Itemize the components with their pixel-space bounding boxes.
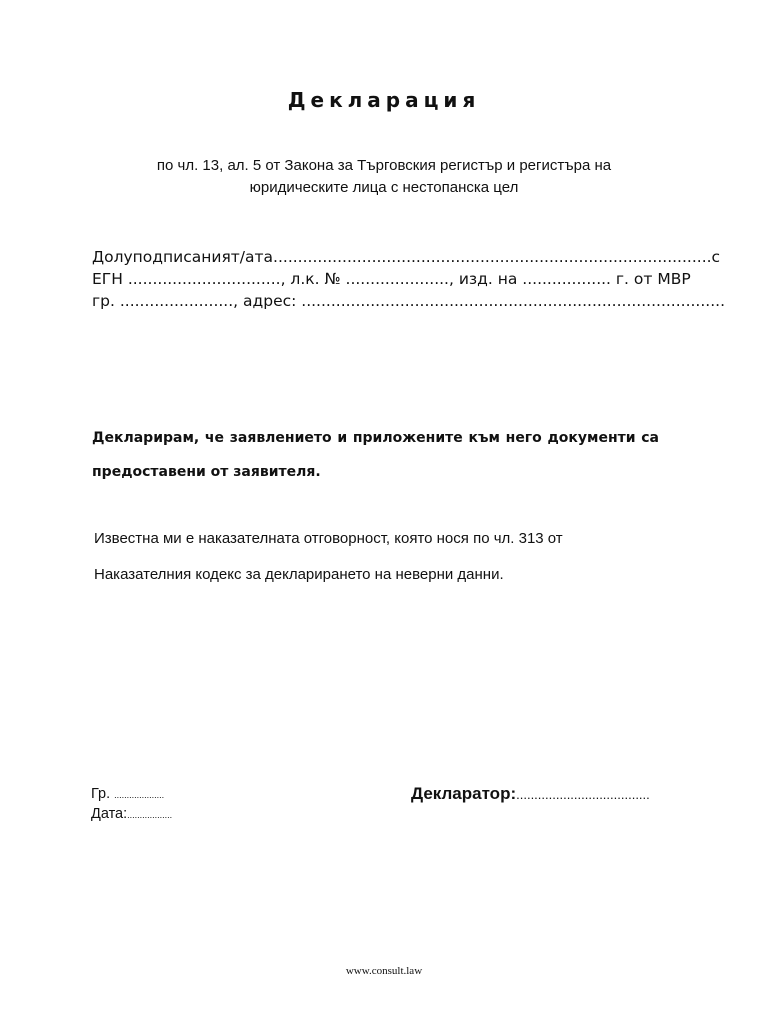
date-dots: .................. bbox=[127, 810, 173, 820]
declarator-dots: ..................................... bbox=[516, 787, 650, 802]
date-label: Дата: bbox=[91, 806, 128, 822]
document-title: Декларация bbox=[287, 88, 481, 112]
subtitle-line-1: по чл. 13, ал. 5 от Закона за Търговския регистър и регистъра на bbox=[156, 157, 612, 174]
city-label: Гр. bbox=[91, 786, 111, 802]
declaration-line-2: предоставени от заявителя. bbox=[92, 464, 321, 480]
city-field bbox=[91, 786, 164, 802]
declarant-id-line: ЕГН ..............................., л.к. № ....................., изд. на .................. г. от МВР bbox=[92, 270, 691, 288]
declarant-name-line: Долуподписаният/ата.........................................................................................с bbox=[92, 248, 721, 266]
declarator-field bbox=[411, 784, 650, 804]
declarator-label: Декларатор: bbox=[411, 784, 517, 803]
declarant-address-line: гр. ......................., адрес: ...................................................................................... bbox=[92, 292, 725, 310]
subtitle-line-2: юридическите лица с нестопанска цел bbox=[249, 179, 519, 196]
responsibility-line-1: Известна ми е наказателната отговорност, която нося по чл. 313 от bbox=[94, 530, 563, 547]
date-field bbox=[91, 806, 172, 822]
declaration-line-1: Декларирам, че заявлението и приложените към него документи са bbox=[92, 430, 659, 446]
footer-website: www.consult.law bbox=[345, 965, 423, 977]
responsibility-line-2: Наказателния кодекс за декларирането на неверни данни. bbox=[94, 566, 504, 583]
city-dots: .................... bbox=[114, 790, 165, 800]
